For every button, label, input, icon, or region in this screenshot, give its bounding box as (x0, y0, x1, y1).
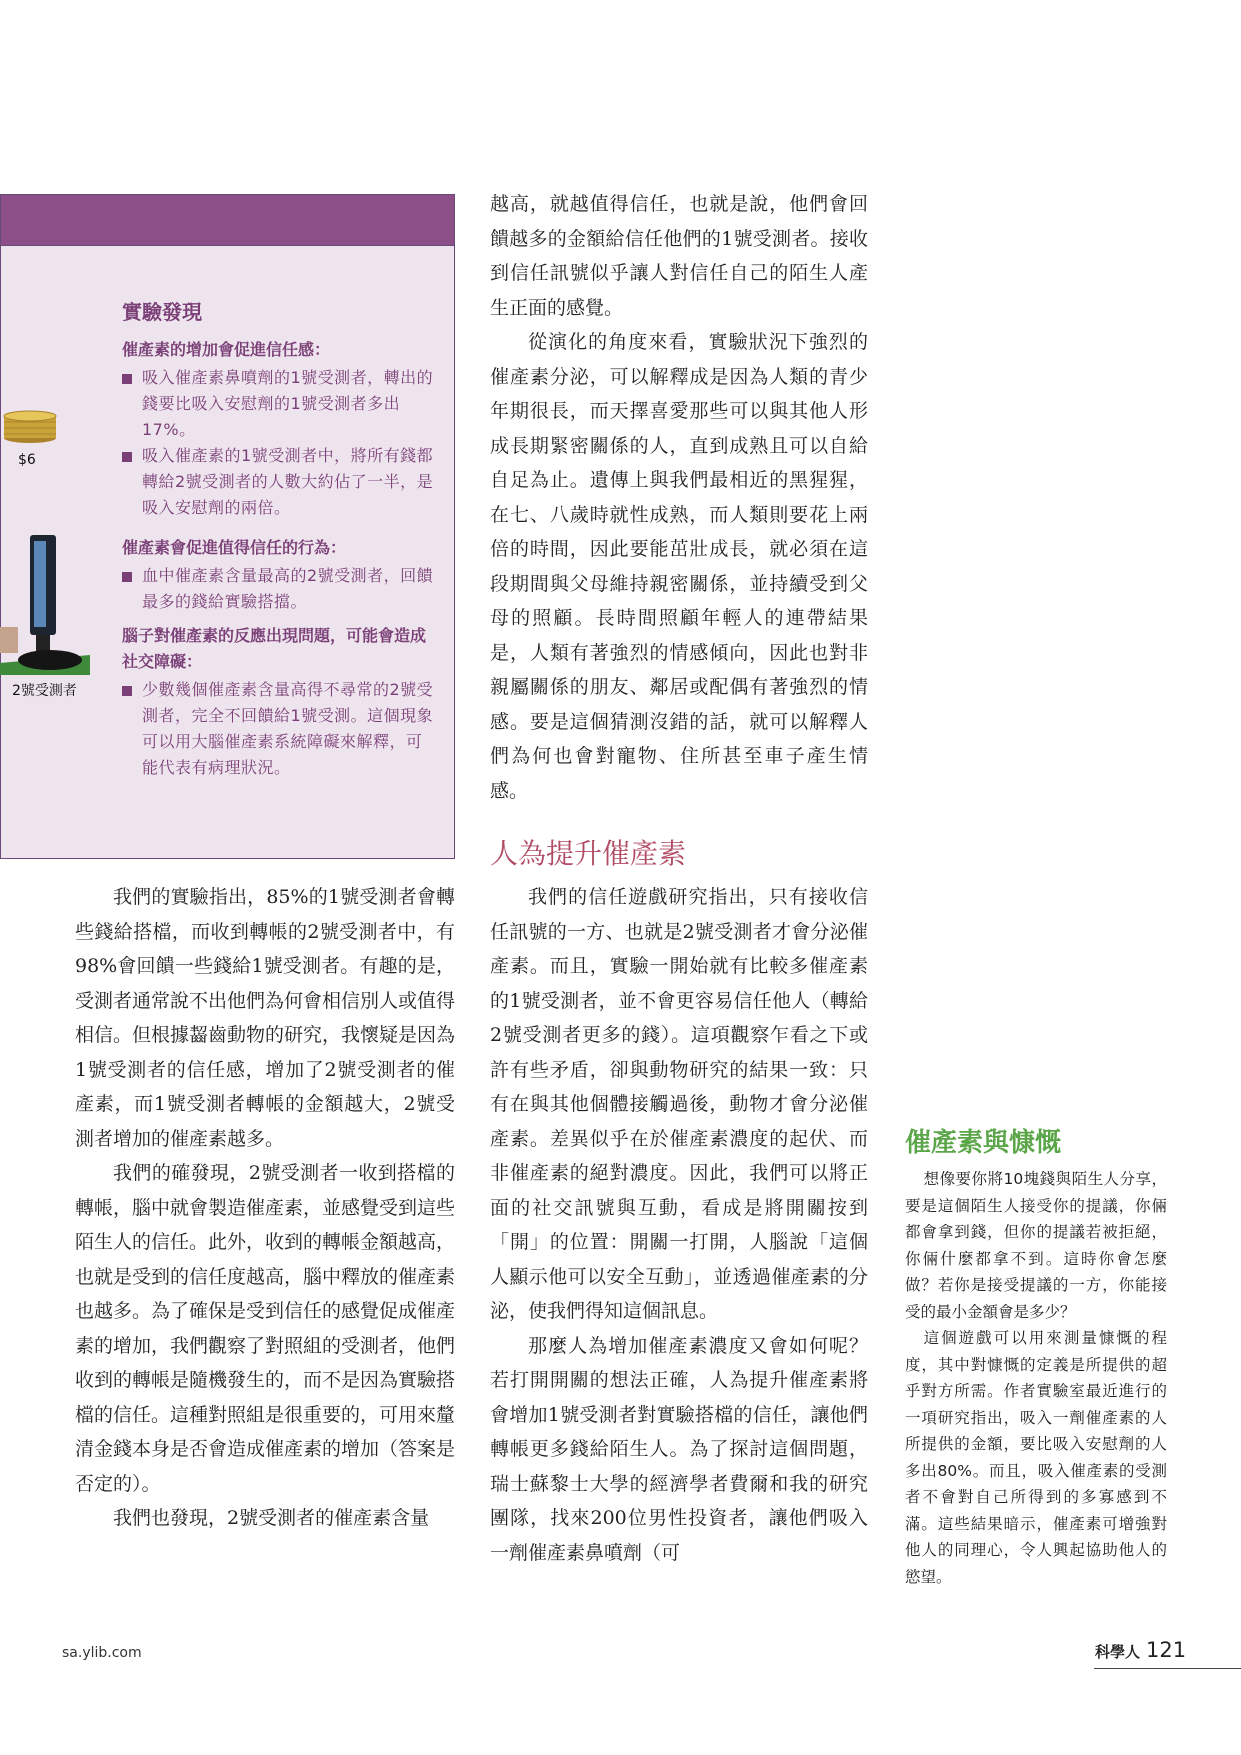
coin-amount-label: $6 (18, 452, 36, 468)
generosity-box-title: 催產素與慷慨 (905, 1128, 1062, 1158)
box-paragraph: 想像要你將10塊錢與陌生人分享，要是這個陌生人接受你的提議，你倆都會拿到錢，但你的提議若被拒絕，你倆什麼都拿不到。這時你會怎麼做？若你是接受提議的一方，你能接受的最小金額會是多少？ (905, 1170, 1167, 1321)
findings-title: 實驗發現 (122, 300, 202, 324)
body-paragraph: 越高，就越值得信任，也就是說，他們會回饋越多的金額給信任他們的1號受測者。接收到信任訊號似乎讓人對信任自己的陌生人產生正面的感覺。 (490, 193, 868, 319)
square-bullet-icon (122, 686, 132, 696)
square-bullet-icon (122, 374, 132, 384)
magazine-name: 科學人 (1095, 1643, 1141, 1661)
source-url: sa.ylib.com (62, 1645, 142, 1661)
finding-heading: 催產素的增加會促進信任感： (122, 340, 331, 359)
box-paragraph: 這個遊戲可以用來測量慷慨的程度，其中對慷慨的定義是所提供的超乎對方所需。作者實驗室最近進行的一項研究指出，吸入一劑催產素的人所提供的金額，要比吸入安慰劑的人多出80%。而且，吸入催產素的受測者不會對自己所得到的多寡感到不滿。這些結果暗示，催產素可增強對他人的同理心，令人興起協助他人的慾望。 (905, 1329, 1167, 1586)
square-bullet-icon (122, 572, 132, 582)
finding-item: 血中催產素含量最高的2號受測者，回饋最多的錢給實驗搭擋。 (120, 563, 438, 615)
body-paragraph: 我們也發現，2號受測者的催產素含量 (113, 1507, 430, 1529)
body-paragraph: 我們的確發現，2號受測者一收到搭檔的轉帳，腦中就會製造催產素，並感覺受到這些陌生人的信任。此外，收到的轉帳金額越高，也就是受到的信任度越高，腦中釋放的催產素也越多。為了確保是受到信任的感覺促成催產素的增加，我們觀察了對照組的受測者，他們收到的轉帳是隨機發生的，而不是因為實驗搭檔的信任。這種對照組是很重要的，可用來釐清金錢本身是否會造成催產素的增加（答案是否定的）。 (75, 1162, 456, 1495)
generosity-box-text (905, 1166, 1167, 1590)
body-paragraph: 從演化的角度來看，實驗狀況下強烈的催產素分泌，可以解釋成是因為人類的青少年期很長，而天擇喜愛那些可以與其他人形成長期緊密關係的人，直到成熟且可以自給自足為止。遺傳上與我們最相近的黑猩猩，在七、八歲時就性成熟，而人類則要花上兩倍的時間，因此要能茁壯成長，就必須在這段期間與父母維持親密關係，並持續受到父母的照顧。長時間照顧年輕人的連帶結果是，人類有著強烈的情感傾向，因此也對非親屬關係的朋友、鄰居或配偶有著強烈的情感。要是這個猜測沒錯的話，就可以解釋人們為何也會對寵物、住所甚至車子產生情感。 (490, 331, 868, 802)
finding-item: 吸入催產素鼻噴劑的1號受測者，轉出的錢要比吸入安慰劑的1號受測者多出17%。 (120, 365, 438, 443)
middle-column-top (490, 187, 868, 808)
sidebar-header-band (0, 194, 455, 246)
square-bullet-icon (122, 452, 132, 462)
finding-item: 少數幾個催產素含量高得不尋常的2號受測者，完全不回饋給1號受測。這個現象可以用大腦催產素系統障礙來解釋，可能代表有病理狀況。 (120, 677, 438, 781)
body-paragraph: 我們的實驗指出，85%的1號受測者會轉些錢給搭檔，而收到轉帳的2號受測者中，有98%會回饋一些錢給1號受測者。有趣的是，受測者通常說不出他們為何會相信別人或值得相信。但根據齧齒動物的研究，我懷疑是因為1號受測者的信任感，增加了2號受測者的催產素，而1號受測者轉帳的金額越大，2號受測者增加的催產素越多。 (75, 886, 456, 1150)
section-heading: 人為提升催產素 (490, 837, 687, 870)
page-footer (1095, 1638, 1186, 1662)
finding-item: 吸入催產素的1號受測者中，將所有錢都轉給2號受測者的人數大約佔了一半，是吸入安慰劑的兩倍。 (120, 443, 438, 521)
page-number: 121 (1146, 1638, 1187, 1662)
middle-column-bottom (490, 880, 868, 1570)
finding-heading: 催產素會促進值得信任的行為： (122, 538, 347, 557)
left-column (75, 880, 455, 1536)
coin-stack-icon (0, 408, 60, 444)
footer-rule (1094, 1668, 1241, 1669)
findings-panel (120, 296, 438, 781)
body-paragraph: 我們的信任遊戲研究指出，只有接收信任訊號的一方、也就是2號受測者才會分泌催產素。而且，實驗一開始就有比較多催產素的1號受測者，並不會更容易信任他人（轉給2號受測者更多的錢）。這項觀察乍看之下或許有些矛盾，卻與動物研究的結果一致：只有在與其他個體接觸過後，動物才會分泌催產素。差異似乎在於催產素濃度的起伏、而非催產素的絕對濃度。因此，我們可以將正面的社交訊號與互動，看成是將開關按到「開」的位置：開關一打開，人腦說「這個人顯示他可以安全互動」，並透過催產素的分泌，使我們得知這個訊息。 (490, 886, 868, 1322)
body-paragraph: 那麼人為增加催產素濃度又會如何呢？若打開開關的想法正確，人為提升催產素將會增加1號受測者對實驗搭檔的信任，讓他們轉帳更多錢給陌生人。為了探討這個問題，瑞士蘇黎士大學的經濟學者費爾和我的研究團隊，找來200位男性投資者，讓他們吸入一劑催產素鼻噴劑（可 (490, 1334, 868, 1564)
computer-icon (0, 535, 90, 675)
finding-heading: 腦子對催產素的反應出現問題，可能會造成社交障礙： (122, 626, 427, 671)
subject-2-label: 2號受測者 (12, 683, 77, 699)
